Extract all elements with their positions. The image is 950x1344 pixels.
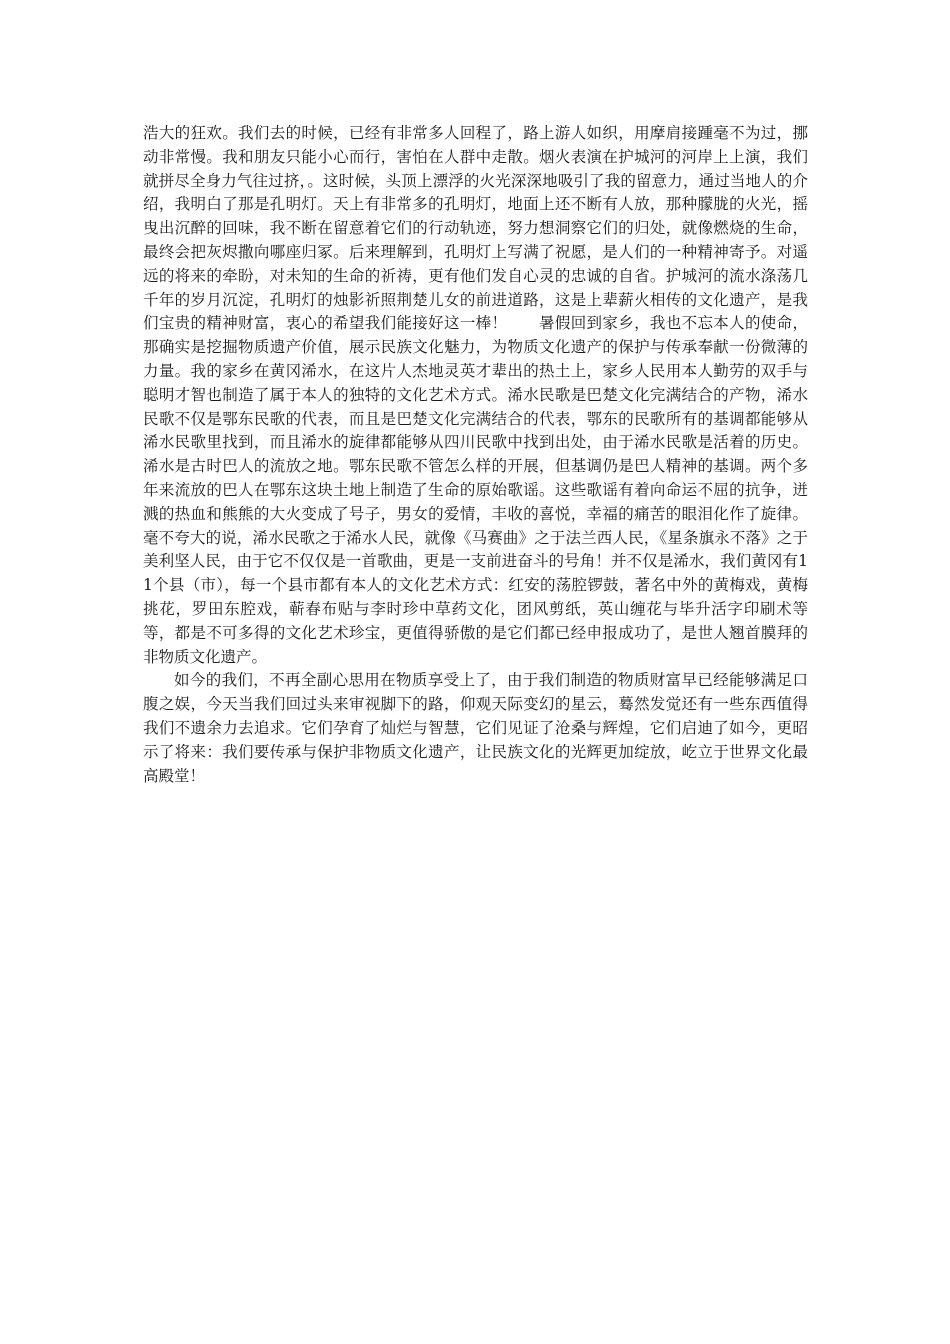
body-text: [143, 122, 808, 788]
paragraph-1: 浩大的狂欢。我们去的时候，已经有非常多人回程了，路上游人如织，用摩肩接踵毫不为过，挪动非常慢。我和朋友只能小心而行，害怕在人群中走散。烟火表演在护城河的河岸上上演，我们就拼尽全身力气往过挤，。这时候，头顶上漂浮的火光深深地吸引了我的留意力，通过当地人的介绍，我明白了那是孔明灯。天上有非常多的孔明灯，地面上还不断有人放，那种朦胧的火光，摇曳出沉醉的回味，我不断在留意着它们的行动轨迹，努力想洞察它们的归处，就像燃烧的生命，最终会把灰烬撒向哪座归冢。后来理解到，孔明灯上写满了祝愿，是人们的一种精神寄予。对遥远的将来的牵盼，对未知的生命的祈祷，更有他们发自心灵的忠诚的自省。护城河的流水涤荡几千年的岁月沉淀，孔明灯的烛影祈照荆楚儿女的前进道路，这是上辈薪火相传的文化遗产，是我们宝贵的精神财富，衷心的希望我们能接好这一棒！ 暑假回到家乡，我也不忘本人的使命，那确实是挖掘物质遗产价值，展示民族文化魅力，为物质文化遗产的保护与传承奉献一份微薄的力量。我的家乡在黄冈浠水，在这片人杰地灵英才辈出的热土上，家乡人民用本人勤劳的双手与聪明才智也制造了属于本人的独特的文化艺术方式。浠水民歌是巴楚文化完满结合的产物，浠水民歌不仅是鄂东民歌的代表，而且是巴楚文化完满结合的代表，鄂东的民歌所有的基调都能够从浠水民歌里找到，而且浠水的旋律都能够从四川民歌中找到出处，由于浠水民歌是活着的历史。浠水是古时巴人的流放之地。鄂东民歌不管怎么样的开展，但基调仍是巴人精神的基调。两个多年来流放的巴人在鄂东这块土地上制造了生命的原始歌谣。这些歌谣有着向命运不屈的抗争，迸溅的热血和熊熊的大火变成了号子，男女的爱情，丰收的喜悦，幸福的痛苦的眼泪化作了旋律。毫不夸大的说，浠水民歌之于浠水人民，就像《马赛曲》之于法兰西人民，《星条旗永不落》之于美利坚人民，由于它不仅仅是一首歌曲，更是一支前进奋斗的号角！并不仅是浠水，我们黄冈有11个县（市），每一个县市都有本人的文化艺术方式：红安的荡腔锣鼓，著名中外的黄梅戏，黄梅挑花，罗田东腔戏，蕲春布贴与李时珍中草药文化，团风剪纸，英山缠花与毕升活字印刷术等等，都是不可多得的文化艺术珍宝，更值得骄傲的是它们都已经申报成功了，是世人翘首膜拜的非物质文化遗产。: [143, 124, 808, 666]
paragraph-2: 如今的我们，不再全副心思用在物质享受上了，由于我们制造的物质财富早已经能够满足口腹之娱，今天当我们回过头来审视脚下的路，仰观天际变幻的星云，蓦然发觉还有一些东西值得我们不遗余力去追求。它们孕育了灿烂与智慧，它们见证了沧桑与辉煌，它们启迪了如今，更昭示了将来：我们要传承与保护非物质文化遗产，让民族文化的光辉更加绽放，屹立于世界文化最高殿堂！: [143, 671, 808, 785]
